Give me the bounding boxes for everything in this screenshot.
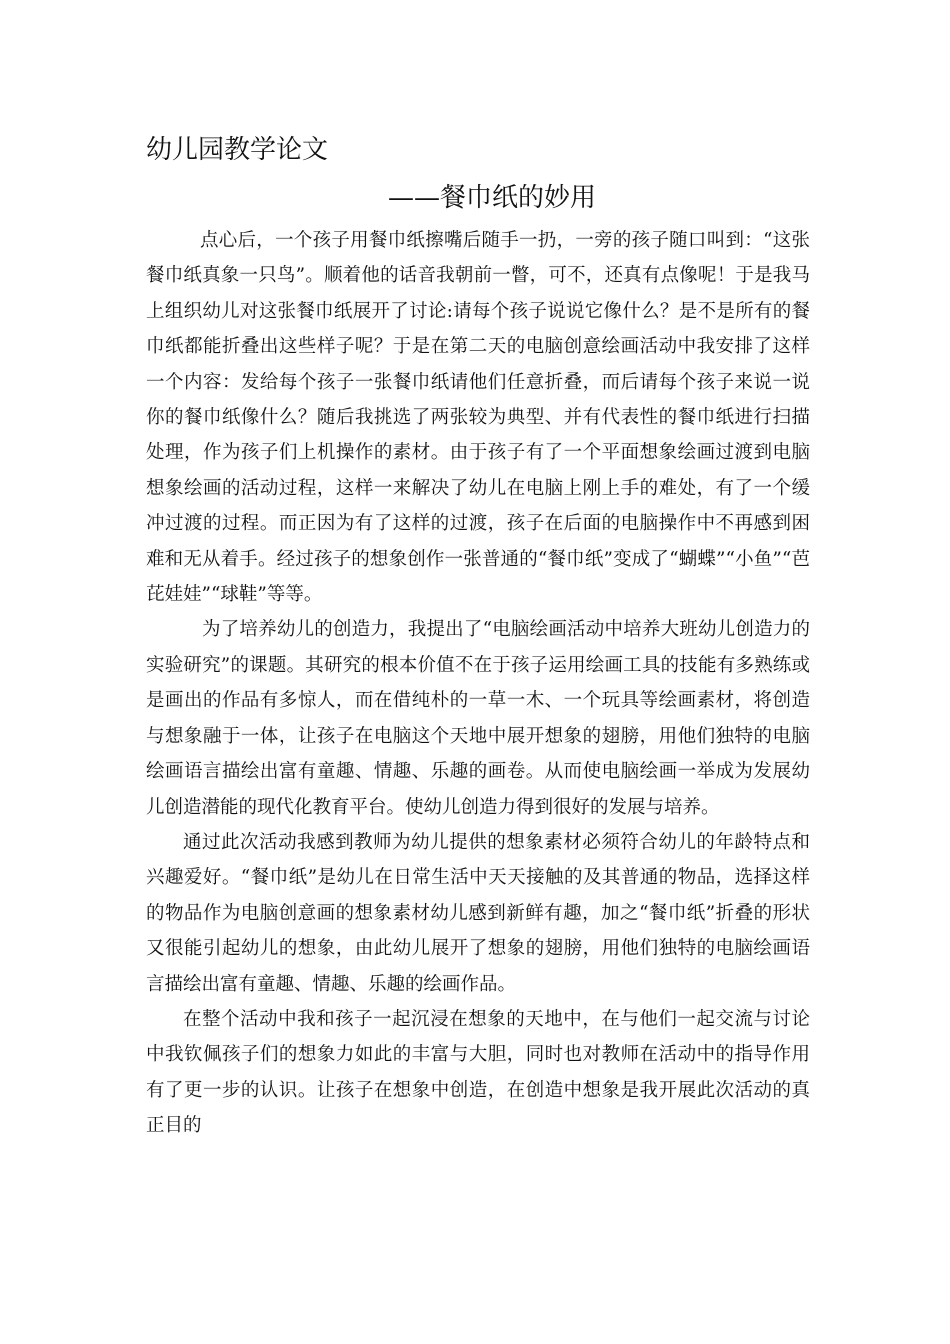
document-subtitle: ——餐巾纸的妙用 xyxy=(388,183,597,213)
paragraph-4: 在整个活动中我和孩子一起沉浸在想象的天地中，在与他们一起交流与讨论中我钦佩孩子们的想象力如此的丰富与大胆，同时也对教师在活动中的指导作用有了更一步的认识。让孩子在想象中创造，在创造中想象是我开展此次活动的真正目的 xyxy=(146,1008,810,1137)
paragraph-1: 点心后，一个孩子用餐巾纸擦嘴后随手一扔，一旁的孩子随口叫到：“这张餐巾纸真象一只鸟”。顺着他的话音我朝前一瞥，可不，还真有点像呢！于是我马上组织幼儿对这张餐巾纸展开了讨论:请每个孩子说说它像什么？是不是所有的餐巾纸都能折叠出这些样子呢？于是在第二天的电脑创意绘画活动中我安排了这样一个内容：发给每个孩子一张餐巾纸请他们任意折叠，而后请每个孩子来说一说你的餐巾纸像什么？随后我挑选了两张较为典型、并有代表性的餐巾纸进行扫描处理，作为孩子们上机操作的素材。由于孩子有了一个平面想象绘画过渡到电脑想象绘画的活动过程，这样一来解决了幼儿在电脑上刚上手的难处，有了一个缓冲过渡的过程。而正因为有了这样的过渡，孩子在后面的电脑操作中不再感到困难和无从着手。经过孩子的想象创作一张普通的“餐巾纸”变成了“蝴蝶”“小鱼”“芭芘娃娃”“球鞋”等等。 xyxy=(146,230,810,606)
document-body xyxy=(146,223,810,1144)
paragraph-2: 为了培养幼儿的创造力，我提出了“电脑绘画活动中培养大班幼儿创造力的实验研究”的课题。其研究的根本价值不在于孩子运用绘画工具的技能有多熟练或是画出的作品有多惊人，而在借纯朴的一草一木、一个玩具等绘画素材，将创造与想象融于一体，让孩子在电脑这个天地中展开想象的翅膀，用他们独特的电脑绘画语言描绘出富有童趣、情趣、乐趣的画卷。从而使电脑绘画一举成为发展幼儿创造潜能的现代化教育平台。使幼儿创造力得到很好的发展与培养。 xyxy=(146,619,810,818)
paragraph-3: 通过此次活动我感到教师为幼儿提供的想象素材必须符合幼儿的年龄特点和兴趣爱好。“餐巾纸”是幼儿在日常生活中天天接触的及其普通的物品，选择这样的物品作为电脑创意画的想象素材幼儿感到新鲜有趣，加之“餐巾纸”折叠的形状又很能引起幼儿的想象，由此幼儿展开了想象的翅膀，用他们独特的电脑绘画语言描绘出富有童趣、情趣、乐趣的绘画作品。 xyxy=(146,831,810,995)
document-title: 幼儿园教学论文 xyxy=(146,135,329,165)
